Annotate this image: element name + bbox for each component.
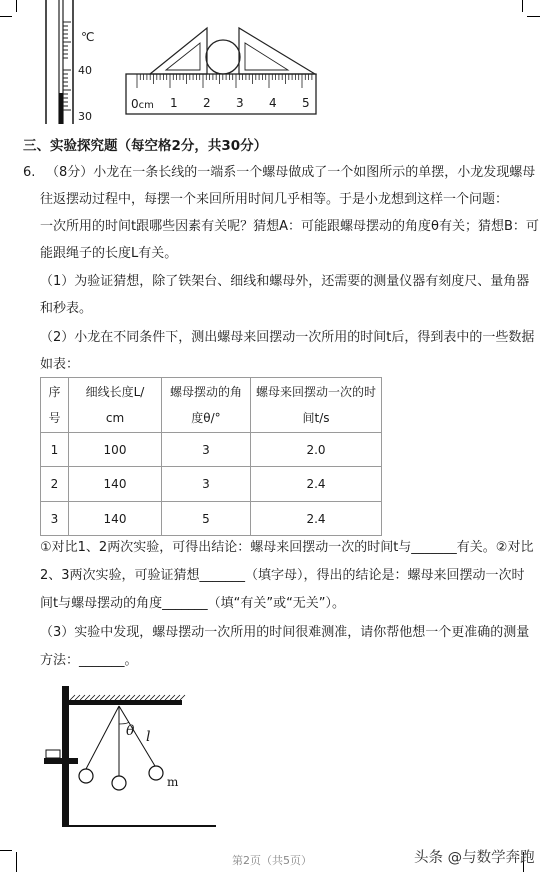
thermometer-tick-40: 40 bbox=[78, 64, 92, 77]
question-line: 间t与螺母摆动的角度_______（填“有关”或“无关”）。 bbox=[40, 596, 346, 611]
crop-mark bbox=[16, 852, 17, 872]
hatch-line bbox=[150, 695, 155, 700]
ruler-zero-label: 0 bbox=[131, 97, 139, 111]
table-header-cell bbox=[41, 378, 69, 433]
hatch-line bbox=[75, 695, 80, 700]
table-cell: 2 bbox=[41, 467, 69, 502]
crop-mark bbox=[522, 0, 523, 12]
ruler-unit: cm bbox=[138, 100, 154, 111]
header-text: 螺母摆动的角 bbox=[169, 385, 242, 399]
hatch-line bbox=[170, 695, 175, 700]
table-cell: 2.4 bbox=[251, 502, 382, 536]
table-header-cell bbox=[69, 378, 162, 433]
hatch-line bbox=[125, 695, 130, 700]
thermometer-unit: ℃ bbox=[81, 30, 95, 44]
ruler-number-5: 5 bbox=[302, 96, 310, 110]
section-title: 三、实验探究题（每空格2分，共30分） bbox=[23, 138, 268, 154]
hatch-line bbox=[145, 695, 150, 700]
hatch-line bbox=[95, 695, 100, 700]
table-cell: 3 bbox=[162, 433, 251, 467]
question-line: 往返摆动过程中，每摆一个来回所用时间几乎相等。于是小龙想到这样一个问题： bbox=[40, 192, 509, 207]
length-label: l bbox=[146, 729, 151, 745]
header-text: 间t/s bbox=[302, 411, 330, 425]
table-cell: 2.4 bbox=[251, 467, 382, 502]
table-row bbox=[41, 433, 382, 467]
hatch-line bbox=[165, 695, 170, 700]
hatch-line bbox=[105, 695, 110, 700]
question-line: 方法：_______。 bbox=[40, 653, 138, 668]
hatch-line bbox=[180, 695, 185, 700]
question-line: （8分）小龙在一条长线的一端系一个螺母做成了一个如图所示的单摆，小龙发现螺母 bbox=[46, 165, 536, 180]
table-cell: 1 bbox=[41, 433, 69, 467]
hatch-line bbox=[115, 695, 120, 700]
header-text: 细线长度L/ bbox=[85, 385, 145, 399]
ruler-number-2: 2 bbox=[203, 96, 211, 110]
header-text: 螺母来回摆动一次的时 bbox=[255, 385, 376, 399]
hatch-line bbox=[160, 695, 165, 700]
table-header-cell bbox=[162, 378, 251, 433]
hatch-line bbox=[90, 695, 95, 700]
ruler-number-1: 1 bbox=[170, 96, 178, 110]
thermometer-tick-30: 30 bbox=[78, 110, 92, 123]
hatch-line bbox=[85, 695, 90, 700]
table-cell: 3 bbox=[162, 467, 251, 502]
hatch-line bbox=[80, 695, 85, 700]
pendulum-figure bbox=[40, 684, 225, 834]
table-cell: 2.0 bbox=[251, 433, 382, 467]
watermark: 头条 @与数学奔跑 bbox=[414, 850, 535, 866]
question-line: （1）为验证猜想，除了铁架台、细线和螺母外，还需要的测量仪器有刻度尺、量角器 bbox=[40, 274, 530, 289]
table-row bbox=[41, 467, 382, 502]
table-cell: 140 bbox=[69, 467, 162, 502]
crop-mark bbox=[0, 850, 12, 851]
crop-mark bbox=[0, 16, 12, 17]
hatch-line bbox=[140, 695, 145, 700]
table-row bbox=[41, 502, 382, 536]
data-table bbox=[40, 377, 382, 536]
table-cell: 5 bbox=[162, 502, 251, 536]
crop-mark bbox=[527, 16, 540, 17]
header-text: cm bbox=[105, 411, 125, 425]
question-line: 如表： bbox=[40, 357, 80, 372]
question-line: 一次所用的时间t跟哪些因素有关呢？猜想A：可能跟螺母摆动的角度θ有关；猜想B：可 bbox=[40, 219, 539, 234]
hatch-line bbox=[130, 695, 135, 700]
table-cell: 100 bbox=[69, 433, 162, 467]
hatch-line bbox=[155, 695, 160, 700]
mass-label: m bbox=[167, 775, 179, 789]
header-text: 号 bbox=[48, 411, 61, 425]
table-cell: 3 bbox=[41, 502, 69, 536]
table-cell: 140 bbox=[69, 502, 162, 536]
table-header-row bbox=[41, 378, 382, 433]
hatch-line bbox=[120, 695, 125, 700]
header-text: 序 bbox=[48, 385, 61, 399]
thermometer-figure bbox=[38, 0, 108, 126]
question-line: ①对比1、2两次实验，可得出结论：螺母来回摆动一次的时间t与_______有关。②对比 bbox=[40, 540, 534, 555]
ruler-zero bbox=[131, 95, 154, 115]
hatch-line bbox=[175, 695, 180, 700]
header-text: 度θ/° bbox=[191, 411, 221, 425]
ruler-number-3: 3 bbox=[236, 96, 244, 110]
page-footer: 第2页（共5页） bbox=[232, 854, 312, 867]
hatch-line bbox=[70, 695, 75, 700]
question-number: 6. bbox=[23, 165, 36, 180]
ruler-number-4: 4 bbox=[269, 96, 277, 110]
hatch-line bbox=[110, 695, 115, 700]
hatch-line bbox=[100, 695, 105, 700]
question-line: （2）小龙在不同条件下，测出螺母来回摆动一次所用的时间t后，得到表中的一些数据 bbox=[40, 330, 535, 345]
question-line: 和秒表。 bbox=[40, 301, 93, 316]
theta-label: θ bbox=[126, 723, 135, 739]
question-line: 2、3两次实验，可验证猜想_______（填字母），得出的结论是：螺母来回摆动一次时 bbox=[40, 568, 525, 583]
hatch-line bbox=[135, 695, 140, 700]
question-line: 能跟绳子的长度L有关。 bbox=[40, 246, 178, 261]
crop-mark bbox=[16, 0, 17, 12]
question-line: （3）实验中发现，螺母摆动一次所用的时间很难测准，请你帮他想一个更准确的测量 bbox=[40, 625, 530, 640]
table-header-cell bbox=[251, 378, 382, 433]
